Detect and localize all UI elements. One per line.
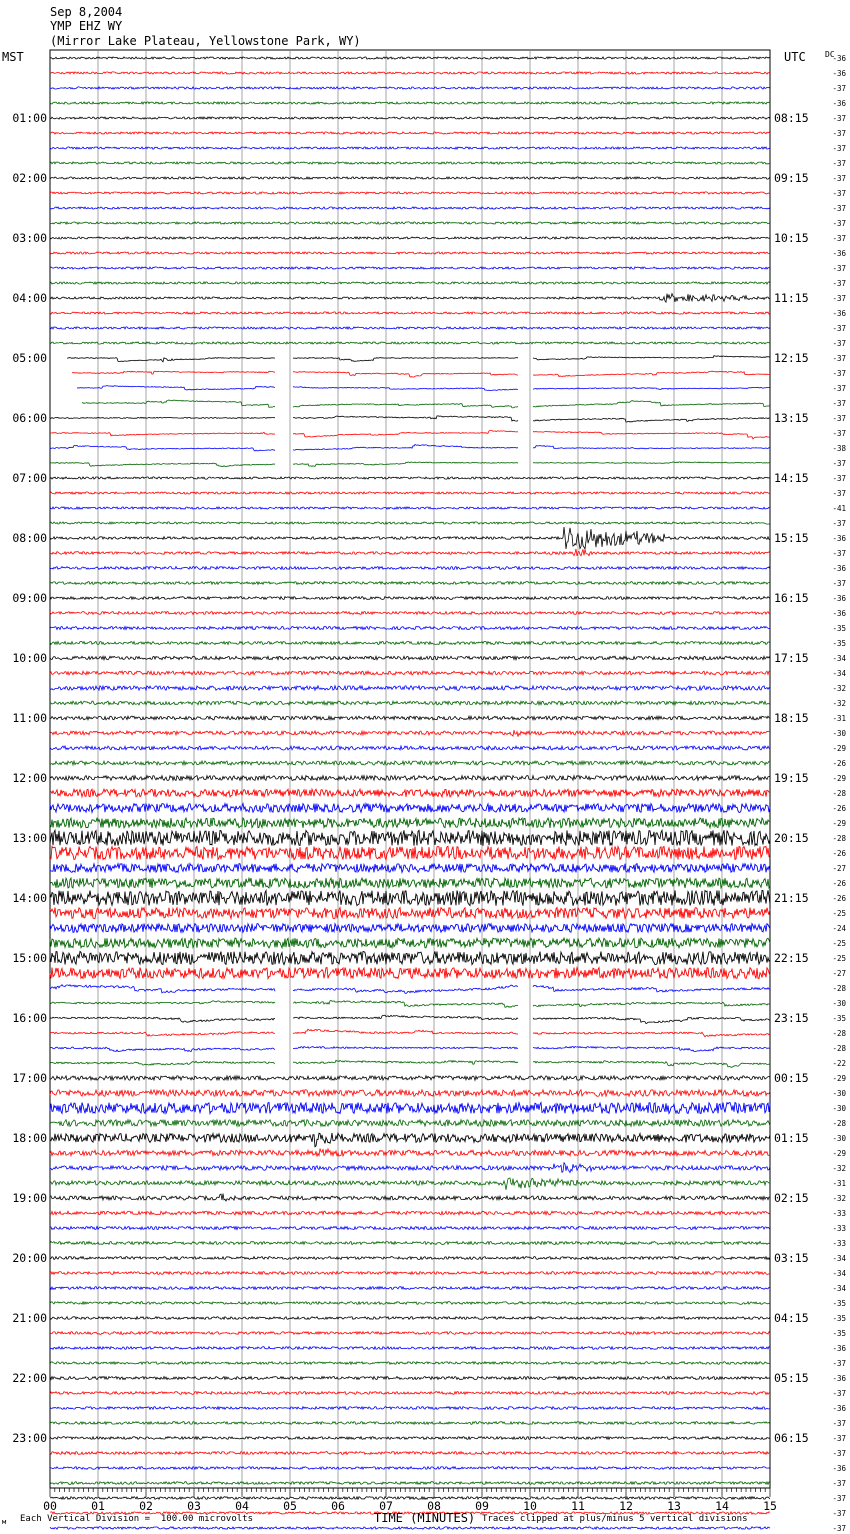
utc-hour-label: 19:15 bbox=[774, 771, 809, 785]
seismic-trace bbox=[50, 237, 770, 239]
station-location: (Mirror Lake Plateau, Yellowstone Park, WY) bbox=[50, 34, 361, 48]
dc-offset-label: -37 bbox=[832, 489, 846, 498]
dc-offset-label: -30 bbox=[832, 729, 846, 738]
x-tick-label: 06 bbox=[331, 1499, 345, 1513]
seismic-trace bbox=[50, 327, 770, 329]
seismic-trace bbox=[50, 416, 770, 422]
dc-offset-label: -36 bbox=[832, 54, 846, 63]
mst-hour-label: 08:00 bbox=[12, 531, 47, 545]
seismic-trace bbox=[50, 1178, 770, 1190]
seismic-trace bbox=[50, 830, 770, 845]
seismic-trace bbox=[50, 1482, 770, 1485]
seismic-trace bbox=[50, 549, 770, 556]
mst-hour-label: 21:00 bbox=[12, 1311, 47, 1325]
dc-offset-label: -28 bbox=[832, 1119, 846, 1128]
dc-offset-label: -37 bbox=[832, 159, 846, 168]
seismic-trace bbox=[50, 686, 770, 690]
seismic-trace bbox=[50, 147, 770, 149]
dc-offset-label: -37 bbox=[832, 459, 846, 468]
dc-offset-label: -36 bbox=[832, 69, 846, 78]
utc-hour-label: 18:15 bbox=[774, 711, 809, 725]
dc-offset-label: -35 bbox=[832, 1329, 846, 1338]
dc-offset-label: -28 bbox=[832, 789, 846, 798]
utc-hour-label: 09:15 bbox=[774, 171, 809, 185]
dc-offset-label: -29 bbox=[832, 819, 846, 828]
seismic-trace bbox=[50, 1377, 770, 1380]
dc-offset-label: -26 bbox=[832, 849, 846, 858]
mst-hour-label: 12:00 bbox=[12, 771, 47, 785]
dc-column-label: DC bbox=[825, 50, 835, 59]
seismic-trace bbox=[77, 386, 770, 391]
utc-hour-label: 01:15 bbox=[774, 1131, 809, 1145]
dc-offset-label: -37 bbox=[832, 339, 846, 348]
dc-offset-label: -37 bbox=[832, 144, 846, 153]
seismic-trace bbox=[50, 431, 770, 439]
seismic-trace bbox=[50, 1407, 770, 1410]
seismic-trace bbox=[50, 282, 770, 284]
clip-note: Traces clipped at plus/minus 5 vertical divisions bbox=[482, 1514, 748, 1524]
dc-offset-label: -30 bbox=[832, 999, 846, 1008]
mst-hour-label: 22:00 bbox=[12, 1371, 47, 1385]
seismic-trace bbox=[50, 342, 770, 344]
dc-offset-label: -37 bbox=[832, 264, 846, 273]
x-axis-label: TIME (MINUTES) bbox=[374, 1511, 476, 1525]
mst-hour-label: 06:00 bbox=[12, 411, 47, 425]
seismic-trace bbox=[50, 1362, 770, 1365]
seismic-trace bbox=[50, 890, 770, 905]
seismic-trace bbox=[50, 527, 770, 549]
utc-hour-label: 06:15 bbox=[774, 1431, 809, 1445]
seismic-trace bbox=[50, 102, 770, 104]
dc-offset-label: -26 bbox=[832, 759, 846, 768]
seismic-trace bbox=[50, 1015, 770, 1023]
dc-offset-label: -29 bbox=[832, 774, 846, 783]
seismic-trace bbox=[50, 746, 770, 750]
seismic-trace bbox=[50, 1347, 770, 1350]
dc-offset-label: -36 bbox=[832, 309, 846, 318]
corner-mark: м bbox=[2, 1518, 7, 1526]
utc-hour-label: 05:15 bbox=[774, 1371, 809, 1385]
dc-offset-label: -37 bbox=[832, 294, 846, 303]
seismic-trace bbox=[82, 400, 770, 408]
seismic-trace bbox=[50, 1302, 770, 1305]
utc-hour-label: 23:15 bbox=[774, 1011, 809, 1025]
seismic-trace bbox=[50, 612, 770, 615]
dc-offset-label: -36 bbox=[832, 99, 846, 108]
dc-offset-label: -25 bbox=[832, 954, 846, 963]
dc-offset-label: -31 bbox=[832, 714, 846, 723]
seismic-trace bbox=[50, 701, 770, 705]
seismic-trace bbox=[50, 132, 770, 134]
seismic-trace bbox=[50, 1287, 770, 1290]
seismic-trace bbox=[50, 1527, 770, 1529]
seismic-trace bbox=[50, 507, 770, 509]
seismic-trace bbox=[50, 294, 770, 303]
seismic-trace bbox=[50, 1317, 770, 1320]
seismic-trace bbox=[50, 477, 770, 479]
utc-hour-label: 16:15 bbox=[774, 591, 809, 605]
x-tick-label: 03 bbox=[187, 1499, 201, 1513]
mst-hour-label: 17:00 bbox=[12, 1071, 47, 1085]
dc-offset-label: -37 bbox=[832, 474, 846, 483]
seismic-trace bbox=[50, 1120, 770, 1127]
seismic-trace bbox=[50, 656, 770, 660]
dc-offset-label: -34 bbox=[832, 669, 846, 678]
utc-hour-label: 11:15 bbox=[774, 291, 809, 305]
dc-offset-label: -32 bbox=[832, 1194, 846, 1203]
dc-offset-label: -29 bbox=[832, 1074, 846, 1083]
seismic-trace bbox=[50, 1133, 770, 1147]
dc-offset-label: -37 bbox=[832, 1389, 846, 1398]
seismic-trace bbox=[50, 1194, 770, 1202]
seismic-trace bbox=[50, 1242, 770, 1245]
seismic-trace bbox=[50, 761, 770, 765]
dc-offset-label: -32 bbox=[832, 699, 846, 708]
utc-hour-label: 17:15 bbox=[774, 651, 809, 665]
seismic-trace bbox=[50, 1047, 770, 1052]
dc-offset-label: -37 bbox=[832, 1434, 846, 1443]
seismic-trace bbox=[50, 252, 770, 254]
seismic-trace bbox=[50, 818, 770, 828]
dc-offset-label: -24 bbox=[832, 924, 846, 933]
seismic-trace bbox=[67, 356, 770, 362]
dc-offset-label: -37 bbox=[832, 1419, 846, 1428]
seismic-trace bbox=[50, 1103, 770, 1114]
mst-hour-label: 11:00 bbox=[12, 711, 47, 725]
utc-hour-label: 12:15 bbox=[774, 351, 809, 365]
x-tick-label: 10 bbox=[523, 1499, 537, 1513]
dc-offset-label: -36 bbox=[832, 594, 846, 603]
dc-offset-label: -36 bbox=[832, 534, 846, 543]
seismic-trace bbox=[50, 1452, 770, 1455]
seismic-trace bbox=[50, 1090, 770, 1097]
mst-hour-label: 20:00 bbox=[12, 1251, 47, 1265]
dc-offset-label: -25 bbox=[832, 909, 846, 918]
dc-offset-label: -37 bbox=[832, 189, 846, 198]
x-tick-label: 02 bbox=[139, 1499, 153, 1513]
dc-offset-label: -37 bbox=[832, 354, 846, 363]
dc-offset-label: -37 bbox=[832, 1359, 846, 1368]
dc-offset-label: -35 bbox=[832, 1014, 846, 1023]
dc-offset-label: -36 bbox=[832, 1464, 846, 1473]
dc-offset-label: -37 bbox=[832, 1509, 846, 1518]
dc-offset-label: -36 bbox=[832, 249, 846, 258]
mst-hour-label: 18:00 bbox=[12, 1131, 47, 1145]
dc-offset-label: -37 bbox=[832, 204, 846, 213]
dc-offset-label: -27 bbox=[832, 969, 846, 978]
seismic-trace bbox=[50, 1227, 770, 1230]
seismic-trace bbox=[50, 1060, 770, 1067]
dc-offset-label: -31 bbox=[832, 1179, 846, 1188]
dc-offset-label: -37 bbox=[832, 414, 846, 423]
x-tick-label: 13 bbox=[667, 1499, 681, 1513]
dc-offset-label: -37 bbox=[832, 384, 846, 393]
seismic-trace bbox=[50, 1001, 770, 1008]
seismic-trace bbox=[50, 312, 770, 314]
dc-offset-label: -36 bbox=[832, 564, 846, 573]
seismic-trace bbox=[50, 597, 770, 600]
utc-hour-label: 04:15 bbox=[774, 1311, 809, 1325]
dc-offset-label: -27 bbox=[832, 864, 846, 873]
dc-offset-label: -32 bbox=[832, 684, 846, 693]
mst-hour-label: 14:00 bbox=[12, 891, 47, 905]
dc-offset-label: -37 bbox=[832, 84, 846, 93]
mst-hour-label: 23:00 bbox=[12, 1431, 47, 1445]
dc-offset-label: -35 bbox=[832, 1314, 846, 1323]
x-tick-label: 14 bbox=[715, 1499, 729, 1513]
dc-offset-label: -35 bbox=[832, 624, 846, 633]
dc-offset-label: -37 bbox=[832, 1524, 846, 1533]
utc-hour-label: 15:15 bbox=[774, 531, 809, 545]
seismic-trace bbox=[50, 267, 770, 269]
seismic-trace bbox=[50, 462, 770, 467]
seismic-trace bbox=[50, 1029, 770, 1037]
utc-hour-label: 21:15 bbox=[774, 891, 809, 905]
dc-offset-label: -37 bbox=[832, 219, 846, 228]
dc-offset-label: -37 bbox=[832, 234, 846, 243]
utc-hour-label: 22:15 bbox=[774, 951, 809, 965]
x-tick-label: 09 bbox=[475, 1499, 489, 1513]
dc-offset-label: -34 bbox=[832, 1254, 846, 1263]
dc-offset-label: -28 bbox=[832, 1044, 846, 1053]
dc-offset-label: -30 bbox=[832, 1089, 846, 1098]
dc-offset-label: -37 bbox=[832, 579, 846, 588]
dc-offset-label: -37 bbox=[832, 114, 846, 123]
dc-offset-label: -37 bbox=[832, 174, 846, 183]
dc-offset-label: -36 bbox=[832, 1404, 846, 1413]
x-tick-label: 12 bbox=[619, 1499, 633, 1513]
seismic-trace bbox=[50, 445, 770, 452]
utc-hour-label: 03:15 bbox=[774, 1251, 809, 1265]
seismic-trace bbox=[50, 117, 770, 119]
dc-offset-label: -22 bbox=[832, 1059, 846, 1068]
seismic-trace bbox=[50, 1163, 770, 1173]
dc-offset-label: -26 bbox=[832, 879, 846, 888]
x-tick-label: 11 bbox=[571, 1499, 585, 1513]
dc-offset-label: -36 bbox=[832, 1344, 846, 1353]
mst-hour-label: 19:00 bbox=[12, 1191, 47, 1205]
mst-hour-label: 02:00 bbox=[12, 171, 47, 185]
x-tick-label: 08 bbox=[427, 1499, 441, 1513]
seismic-trace bbox=[50, 1149, 770, 1157]
seismic-trace bbox=[50, 878, 770, 888]
dc-offset-label: -34 bbox=[832, 1284, 846, 1293]
x-tick-label: 07 bbox=[379, 1499, 393, 1513]
x-tick-label: 01 bbox=[91, 1499, 105, 1513]
right-axis-label: UTC bbox=[784, 50, 806, 64]
seismic-trace bbox=[50, 1211, 770, 1215]
dc-offset-label: -37 bbox=[832, 429, 846, 438]
dc-offset-label: -28 bbox=[832, 984, 846, 993]
dc-offset-label: -36 bbox=[832, 1374, 846, 1383]
dc-offset-label: -30 bbox=[832, 1134, 846, 1143]
dc-offset-label: -26 bbox=[832, 804, 846, 813]
mst-hour-label: 07:00 bbox=[12, 471, 47, 485]
seismic-trace bbox=[50, 522, 770, 524]
x-tick-label: 04 bbox=[235, 1499, 249, 1513]
seismic-trace bbox=[50, 804, 770, 813]
mst-hour-label: 15:00 bbox=[12, 951, 47, 965]
seismic-trace bbox=[50, 776, 770, 781]
dc-offset-label: -28 bbox=[832, 1029, 846, 1038]
seismic-trace bbox=[50, 1497, 770, 1500]
dc-offset-label: -37 bbox=[832, 324, 846, 333]
dc-offset-label: -34 bbox=[832, 1269, 846, 1278]
station-code: YMP EHZ WY bbox=[50, 19, 123, 33]
dc-offset-label: -33 bbox=[832, 1224, 846, 1233]
dc-offset-label: -34 bbox=[832, 654, 846, 663]
dc-offset-label: -35 bbox=[832, 639, 846, 648]
dc-offset-label: -35 bbox=[832, 1299, 846, 1308]
seismic-trace bbox=[50, 582, 770, 585]
seismic-trace bbox=[50, 951, 770, 964]
mst-hour-label: 10:00 bbox=[12, 651, 47, 665]
seismic-trace bbox=[50, 87, 770, 89]
mst-hour-label: 16:00 bbox=[12, 1011, 47, 1025]
left-axis-label: MST bbox=[2, 50, 24, 64]
seismic-trace bbox=[50, 222, 770, 224]
utc-hour-label: 20:15 bbox=[774, 831, 809, 845]
seismic-trace bbox=[50, 924, 770, 933]
seismic-trace bbox=[50, 716, 770, 720]
seismic-trace bbox=[50, 985, 770, 994]
dc-offset-label: -36 bbox=[832, 609, 846, 618]
dc-offset-label: -37 bbox=[832, 399, 846, 408]
seismic-trace bbox=[50, 846, 770, 859]
seismic-trace bbox=[50, 671, 770, 675]
plot-date: Sep 8,2004 bbox=[50, 5, 123, 19]
seismic-trace bbox=[50, 1392, 770, 1395]
seismic-trace bbox=[50, 864, 770, 873]
seismic-trace bbox=[50, 968, 770, 979]
seismic-trace bbox=[50, 938, 770, 948]
seismic-trace bbox=[50, 492, 770, 494]
mst-hour-label: 13:00 bbox=[12, 831, 47, 845]
seismic-trace bbox=[50, 627, 770, 630]
dc-offset-label: -29 bbox=[832, 744, 846, 753]
dc-offset-label: -37 bbox=[832, 549, 846, 558]
seismic-trace bbox=[50, 1332, 770, 1335]
mst-hour-label: 01:00 bbox=[12, 111, 47, 125]
utc-hour-label: 02:15 bbox=[774, 1191, 809, 1205]
seismic-trace bbox=[50, 57, 770, 59]
dc-offset-label: -29 bbox=[832, 1149, 846, 1158]
dc-offset-label: -33 bbox=[832, 1209, 846, 1218]
mst-hour-label: 03:00 bbox=[12, 231, 47, 245]
seismic-trace bbox=[50, 207, 770, 209]
seismic-trace bbox=[50, 192, 770, 194]
utc-hour-label: 00:15 bbox=[774, 1071, 809, 1085]
dc-offset-label: -37 bbox=[832, 1449, 846, 1458]
dc-offset-label: -26 bbox=[832, 894, 846, 903]
seismic-trace bbox=[72, 371, 770, 377]
seismic-trace bbox=[50, 1437, 770, 1440]
dc-offset-label: -25 bbox=[832, 939, 846, 948]
seismic-trace bbox=[50, 642, 770, 645]
seismic-trace bbox=[50, 162, 770, 164]
mst-hour-label: 09:00 bbox=[12, 591, 47, 605]
seismic-trace bbox=[50, 730, 770, 737]
dc-offset-label: -37 bbox=[832, 1494, 846, 1503]
x-tick-label: 15 bbox=[763, 1499, 777, 1513]
utc-hour-label: 10:15 bbox=[774, 231, 809, 245]
mst-hour-label: 04:00 bbox=[12, 291, 47, 305]
seismic-trace bbox=[50, 1272, 770, 1275]
seismic-trace bbox=[50, 567, 770, 570]
scale-note: Each Vertical Division = 100.00 microvolts bbox=[20, 1514, 253, 1524]
mst-hour-label: 05:00 bbox=[12, 351, 47, 365]
seismic-trace bbox=[50, 1422, 770, 1425]
dc-offset-label: -38 bbox=[832, 444, 846, 453]
dc-offset-label: -32 bbox=[832, 1164, 846, 1173]
seismic-trace bbox=[50, 789, 770, 797]
dc-offset-label: -41 bbox=[832, 504, 846, 513]
seismic-trace bbox=[50, 177, 770, 179]
utc-hour-label: 14:15 bbox=[774, 471, 809, 485]
dc-offset-label: -37 bbox=[832, 519, 846, 528]
dc-offset-label: -33 bbox=[832, 1239, 846, 1248]
utc-hour-label: 13:15 bbox=[774, 411, 809, 425]
dc-offset-label: -30 bbox=[832, 1104, 846, 1113]
seismic-trace bbox=[50, 1076, 770, 1080]
dc-offset-label: -37 bbox=[832, 1479, 846, 1488]
seismic-trace bbox=[50, 1257, 770, 1260]
dc-offset-label: -37 bbox=[832, 369, 846, 378]
dc-offset-label: -37 bbox=[832, 129, 846, 138]
dc-offset-label: -37 bbox=[832, 279, 846, 288]
x-tick-label: 00 bbox=[43, 1499, 57, 1513]
x-tick-label: 05 bbox=[283, 1499, 297, 1513]
seismic-trace bbox=[50, 908, 770, 919]
seismic-trace bbox=[50, 1467, 770, 1470]
dc-offset-label: -28 bbox=[832, 834, 846, 843]
utc-hour-label: 08:15 bbox=[774, 111, 809, 125]
seismic-trace bbox=[50, 72, 770, 74]
